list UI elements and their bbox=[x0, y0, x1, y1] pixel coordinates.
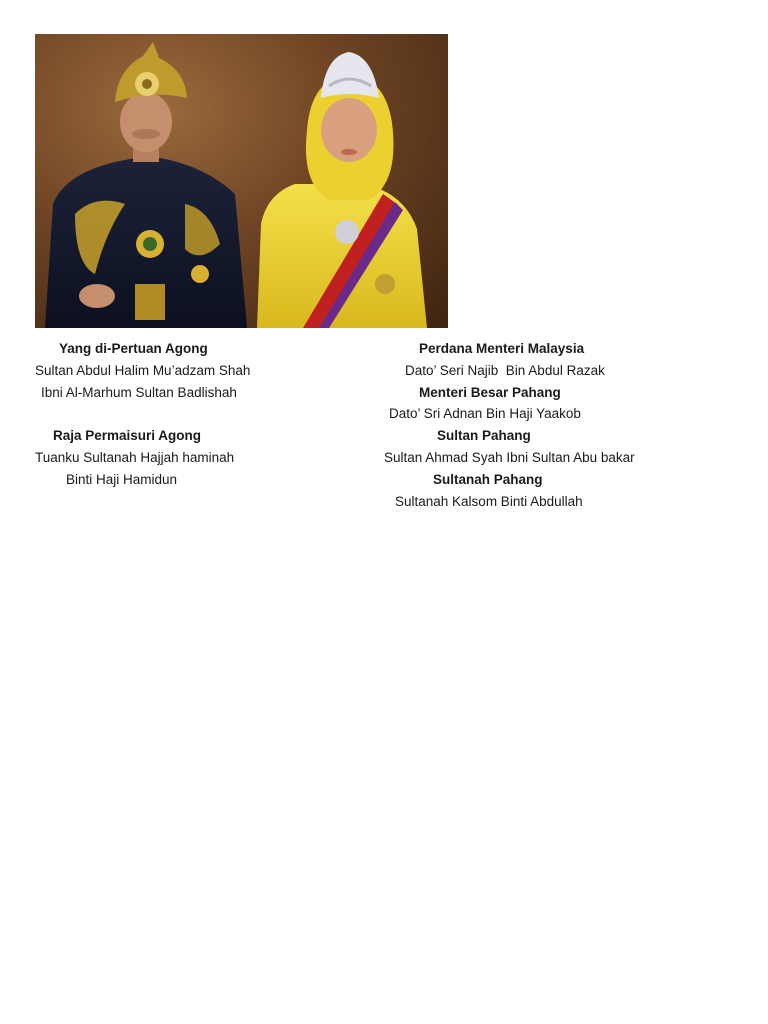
sultanah-name: Sultanah Kalsom Binti Abdullah bbox=[395, 494, 583, 509]
agong-title: Yang di-Pertuan Agong bbox=[59, 341, 208, 356]
sultan-title: Sultan Pahang bbox=[437, 428, 531, 443]
agong-name-line-1: Sultan Abdul Halim Mu’adzam Shah bbox=[35, 363, 251, 378]
permaisuri-title: Raja Permaisuri Agong bbox=[53, 428, 202, 443]
pm-name: Dato’ Seri Najib Bin Abdul Razak bbox=[405, 363, 605, 378]
permaisuri-name-line-1: Tuanku Sultanah Hajjah haminah bbox=[35, 450, 235, 465]
sultanah-title: Sultanah Pahang bbox=[433, 472, 543, 487]
permaisuri-name-line-2: Binti Haji Hamidun bbox=[66, 472, 178, 487]
pm-title: Perdana Menteri Malaysia bbox=[419, 341, 585, 356]
mb-title: Menteri Besar Pahang bbox=[419, 385, 561, 400]
agong-name-line-2: Ibni Al-Marhum Sultan Badlishah bbox=[41, 385, 237, 400]
royal-couple-photo bbox=[35, 34, 448, 328]
sultan-name: Sultan Ahmad Syah Ibni Sultan Abu bakar bbox=[384, 450, 635, 465]
mb-name: Dato’ Sri Adnan Bin Haji Yaakob bbox=[389, 406, 581, 421]
